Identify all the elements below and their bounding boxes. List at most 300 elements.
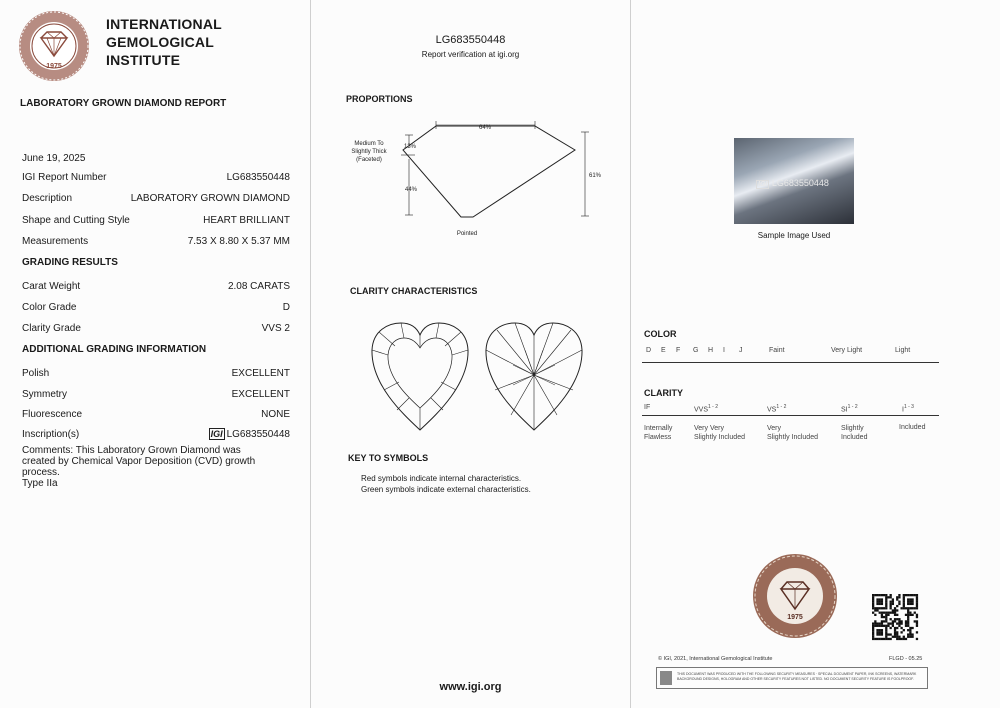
qr-module — [907, 607, 909, 609]
color-grade: E — [661, 347, 666, 354]
qr-module — [916, 607, 918, 609]
qr-module — [890, 603, 892, 605]
qr-module — [872, 633, 874, 635]
qr-module — [881, 607, 883, 609]
clarity-si-range: 1 - 2 — [847, 404, 858, 410]
qr-module — [881, 620, 883, 622]
detail-label: IGI Report Number — [22, 172, 107, 183]
qr-module — [890, 612, 892, 614]
qr-module — [914, 607, 916, 609]
color-grade: G — [693, 347, 699, 354]
qr-module — [881, 631, 883, 633]
additional-label: Polish — [22, 368, 50, 379]
qr-module — [894, 631, 896, 633]
qr-module — [916, 601, 918, 603]
proportions-diagram — [333, 115, 623, 245]
qr-module — [872, 601, 874, 603]
qr-module — [885, 612, 887, 614]
qr-module — [916, 620, 918, 622]
qr-module — [909, 631, 911, 633]
qr-module — [911, 594, 913, 596]
color-grade: H — [708, 347, 714, 354]
color-grade: J — [739, 347, 743, 354]
culet-label: Pointed — [456, 231, 478, 237]
clarity-scale-line — [642, 415, 939, 416]
clarity-vs-group — [767, 404, 786, 413]
qr-module — [896, 596, 898, 598]
qr-module — [879, 603, 881, 605]
qr-module — [894, 607, 896, 609]
qr-module — [894, 609, 896, 611]
qr-module — [896, 638, 898, 640]
igi-seal-logo — [18, 10, 90, 82]
qr-module — [887, 614, 889, 616]
qr-module — [909, 598, 911, 600]
additional-grading-header: ADDITIONAL GRADING INFORMATION — [22, 344, 207, 355]
igi-certification-seal — [752, 553, 838, 639]
clarity-si: SI — [841, 406, 848, 414]
qr-module — [872, 625, 874, 627]
sample-image — [734, 138, 854, 224]
qr-module — [890, 601, 892, 603]
qr-module — [898, 603, 900, 605]
qr-module — [894, 627, 896, 629]
qr-module — [898, 620, 900, 622]
pavilion-percent: 44% — [405, 187, 418, 193]
qr-module — [905, 614, 907, 616]
qr-module — [874, 614, 876, 616]
clarity-vvs-group — [694, 404, 718, 413]
comments-line: created by Chemical Vapor Deposition (CVD) growth — [22, 456, 256, 467]
comments-line: process. — [22, 467, 60, 478]
qr-module — [887, 633, 889, 635]
qr-module — [876, 603, 878, 605]
qr-module — [896, 614, 898, 616]
qr-module — [909, 633, 911, 635]
qr-module — [907, 612, 909, 614]
clarity-si-group — [841, 404, 858, 413]
qr-module — [914, 612, 916, 614]
key-red-symbols: Red symbols indicate internal characteristics. — [361, 474, 522, 483]
qr-module — [894, 620, 896, 622]
qr-module — [874, 607, 876, 609]
qr-module — [903, 596, 905, 598]
qr-module — [896, 618, 898, 620]
detail-value: LG683550448 — [226, 172, 290, 183]
qr-module — [872, 636, 874, 638]
qr-module — [885, 633, 887, 635]
qr-module — [879, 612, 881, 614]
qr-module — [894, 629, 896, 631]
qr-module — [907, 598, 909, 600]
clarity-characteristics-header: CLARITY CHARACTERISTICS — [350, 286, 478, 296]
additional-value: NONE — [261, 409, 290, 420]
verification-link[interactable]: Report verification at igi.org — [421, 50, 520, 59]
qr-module — [879, 601, 881, 603]
qr-module — [909, 607, 911, 609]
qr-module — [892, 612, 894, 614]
girdle-label-line2: Slightly Thick — [351, 149, 387, 155]
detail-row-report-number — [22, 172, 290, 183]
qr-module — [881, 629, 883, 631]
qr-module — [894, 636, 896, 638]
qr-module — [890, 633, 892, 635]
qr-module — [881, 612, 883, 614]
qr-module — [890, 596, 892, 598]
comments-block — [22, 445, 302, 489]
security-line: BACKGROUND DESIGNS, HOLOGRAM AND OTHER SECURITY FEATURES NOT LISTED. NO DOCUMENT SECURITY FEATURE IS FOOLPROOF. — [677, 677, 914, 681]
qr-module — [896, 605, 898, 607]
sample-image-inscription — [756, 178, 829, 188]
clarity-desc-line: Flawless — [644, 434, 672, 441]
qr-module — [883, 638, 885, 640]
qr-module — [890, 594, 892, 596]
qr-module — [911, 607, 913, 609]
qr-module — [881, 614, 883, 616]
qr-module — [905, 622, 907, 624]
qr-module — [883, 607, 885, 609]
qr-module — [881, 622, 883, 624]
qr-module — [874, 625, 876, 627]
clarity-i-desc: Included — [899, 424, 926, 431]
qr-module — [903, 607, 905, 609]
qr-module — [890, 638, 892, 640]
qr-module — [881, 601, 883, 603]
sample-igi-logo: IGI — [758, 181, 768, 188]
qr-module — [885, 607, 887, 609]
qr-module — [876, 601, 878, 603]
qr-module — [898, 594, 900, 596]
report-date: June 19, 2025 — [22, 153, 86, 164]
clarity-desc-line: Slightly Included — [694, 434, 745, 441]
document-security-icon — [660, 671, 672, 685]
additional-label: Fluorescence — [22, 409, 83, 420]
qr-module — [914, 594, 916, 596]
qr-module — [879, 625, 881, 627]
heart-crown-plot — [369, 320, 471, 432]
qr-module — [896, 633, 898, 635]
detail-label: Measurements — [22, 236, 89, 247]
detail-label: Description — [22, 193, 73, 204]
qr-module — [907, 609, 909, 611]
additional-value: EXCELLENT — [231, 368, 290, 379]
inscription-value: LG683550448 — [226, 429, 290, 440]
detail-value: 7.53 X 8.80 X 5.37 MM — [187, 236, 290, 247]
qr-module — [907, 618, 909, 620]
qr-module — [911, 614, 913, 616]
clarity-if: IF — [644, 404, 651, 411]
qr-module — [872, 598, 874, 600]
security-notice-text — [677, 672, 925, 682]
table-percent: 64% — [478, 125, 492, 131]
seal-year: 1975 — [787, 614, 803, 621]
qr-module — [896, 627, 898, 629]
report-number-header: LG683550448 — [435, 34, 506, 46]
qr-module — [894, 612, 896, 614]
color-light: Light — [895, 347, 911, 354]
qr-module — [881, 594, 883, 596]
qr-module — [876, 625, 878, 627]
qr-module — [885, 601, 887, 603]
qr-module — [911, 633, 913, 635]
qr-module — [909, 601, 911, 603]
qr-module — [916, 638, 918, 640]
qr-module — [916, 603, 918, 605]
qr-module — [876, 633, 878, 635]
grading-value: D — [282, 302, 290, 313]
qr-module — [885, 598, 887, 600]
color-grade: I — [723, 347, 725, 354]
website-link[interactable]: www.igi.org — [439, 681, 502, 693]
grading-results-header: GRADING RESULTS — [22, 257, 118, 268]
qr-module — [916, 616, 918, 618]
color-grade: F — [676, 347, 681, 354]
qr-module — [872, 627, 874, 629]
qr-module — [883, 612, 885, 614]
qr-module — [892, 609, 894, 611]
detail-value: LABORATORY GROWN DIAMOND — [130, 193, 290, 204]
qr-module — [916, 622, 918, 624]
qr-module — [872, 612, 874, 614]
clarity-desc-line: Very Very — [694, 425, 724, 432]
org-name-line2: GEMOLOGICAL — [106, 34, 214, 50]
qr-module — [890, 605, 892, 607]
qr-module — [876, 594, 878, 596]
qr-module — [903, 638, 905, 640]
qr-module — [896, 609, 898, 611]
clarity-scale-header: CLARITY — [644, 388, 683, 398]
qr-module — [907, 629, 909, 631]
qr-module — [898, 596, 900, 598]
qr-module — [885, 594, 887, 596]
qr-module — [885, 616, 887, 618]
qr-module — [909, 636, 911, 638]
grading-row-carat — [22, 281, 290, 292]
additional-row-fluorescence — [22, 409, 290, 420]
clarity-desc-line: Internally — [644, 425, 673, 432]
igi-inscription-logo: IGI — [210, 429, 223, 439]
grading-scale-panel — [631, 0, 1000, 708]
proportions-header: PROPORTIONS — [346, 94, 413, 104]
grading-row-clarity — [22, 323, 290, 334]
security-line: THIS DOCUMENT WAS PRODUCED WITH THE FOLLOWING SECURITY MEASURES · SPECIAL DOCUMENT PAPER, INK SCREENS, WATERMARK — [677, 672, 917, 676]
grading-label: Carat Weight — [22, 281, 81, 292]
qr-module — [885, 614, 887, 616]
qr-module — [892, 636, 894, 638]
qr-module — [898, 601, 900, 603]
qr-module — [909, 603, 911, 605]
qr-module — [881, 625, 883, 627]
qr-module — [903, 594, 905, 596]
qr-module — [872, 605, 874, 607]
qr-module — [916, 598, 918, 600]
additional-label: Symmetry — [22, 389, 67, 400]
qr-module — [876, 609, 878, 611]
comments-line: Type IIa — [22, 478, 58, 489]
org-name-line3: INSTITUTE — [106, 52, 181, 68]
sample-number: LG683550448 — [771, 178, 829, 188]
qr-module — [876, 629, 878, 631]
report-title: LABORATORY GROWN DIAMOND REPORT — [20, 98, 227, 109]
qr-module — [879, 631, 881, 633]
additional-row-polish — [22, 368, 290, 379]
sample-image-caption: Sample Image Used — [757, 231, 831, 240]
grading-label: Color Grade — [22, 302, 77, 313]
qr-module — [911, 598, 913, 600]
additional-value: EXCELLENT — [231, 389, 290, 400]
color-scale-line — [642, 362, 939, 363]
security-notice-box — [656, 667, 928, 689]
clarity-vs-desc — [767, 424, 818, 442]
qr-module — [898, 622, 900, 624]
qr-module — [900, 620, 902, 622]
detail-value: HEART BRILLIANT — [203, 215, 290, 226]
qr-module — [903, 629, 905, 631]
qr-module — [872, 596, 874, 598]
qr-module — [885, 625, 887, 627]
qr-module — [876, 631, 878, 633]
clarity-desc-line: Slightly Included — [767, 434, 818, 441]
clarity-vvs-desc — [694, 424, 745, 442]
qr-module — [905, 638, 907, 640]
color-faint: Faint — [769, 347, 785, 354]
qr-module — [916, 614, 918, 616]
qr-module — [892, 598, 894, 600]
qr-module — [907, 625, 909, 627]
qr-module — [907, 601, 909, 603]
qr-module — [876, 622, 878, 624]
qr-module — [881, 603, 883, 605]
qr-module — [874, 622, 876, 624]
qr-module — [896, 622, 898, 624]
qr-module — [900, 638, 902, 640]
qr-module — [885, 618, 887, 620]
heart-pavilion-plot — [483, 320, 585, 432]
report-details-panel — [0, 0, 310, 708]
clarity-i-range: 1 - 3 — [903, 404, 914, 410]
qr-module — [903, 603, 905, 605]
clarity-si-desc — [841, 424, 867, 442]
qr-module — [887, 625, 889, 627]
qr-module — [898, 618, 900, 620]
qr-module — [916, 605, 918, 607]
qr-module — [892, 603, 894, 605]
qr-module — [892, 625, 894, 627]
qr-module — [879, 594, 881, 596]
qr-module — [905, 594, 907, 596]
qr-module — [900, 607, 902, 609]
qr-module — [881, 638, 883, 640]
qr-module — [885, 605, 887, 607]
qr-module — [887, 622, 889, 624]
qr-module — [903, 636, 905, 638]
qr-module — [909, 627, 911, 629]
qr-module — [916, 594, 918, 596]
qr-module — [879, 638, 881, 640]
qr-module — [907, 616, 909, 618]
qr-module — [890, 622, 892, 624]
qr-module — [903, 598, 905, 600]
qr-module — [900, 631, 902, 633]
qr-module — [909, 594, 911, 596]
qr-module — [885, 620, 887, 622]
clarity-i: I — [902, 406, 904, 414]
qr-module — [907, 620, 909, 622]
qr-module — [887, 596, 889, 598]
qr-module — [883, 620, 885, 622]
qr-module — [879, 633, 881, 635]
color-scale-header: COLOR — [644, 329, 677, 339]
qr-code[interactable] — [872, 594, 918, 640]
qr-module — [881, 616, 883, 618]
detail-label: Shape and Cutting Style — [22, 215, 130, 226]
qr-module — [907, 622, 909, 624]
qr-module — [885, 636, 887, 638]
qr-module — [907, 636, 909, 638]
qr-module — [905, 607, 907, 609]
qr-module — [916, 625, 918, 627]
org-name-line1: INTERNATIONAL — [106, 16, 222, 32]
qr-module — [879, 607, 881, 609]
qr-module — [907, 633, 909, 635]
qr-module — [898, 636, 900, 638]
qr-module — [894, 618, 896, 620]
qr-module — [872, 629, 874, 631]
copyright-notice: © IGI, 2021, International Gemological Institute — [658, 656, 773, 662]
qr-module — [872, 607, 874, 609]
qr-module — [911, 601, 913, 603]
qr-module — [881, 633, 883, 635]
girdle-label-line3: (Faceted) — [356, 157, 382, 163]
clarity-vs-range: 1 - 2 — [776, 404, 787, 410]
qr-module — [896, 598, 898, 600]
qr-module — [890, 627, 892, 629]
qr-module — [894, 633, 896, 635]
grading-label: Clarity Grade — [22, 323, 81, 334]
qr-module — [872, 622, 874, 624]
grading-value: 2.08 CARATS — [227, 281, 290, 292]
qr-module — [885, 629, 887, 631]
qr-module — [911, 636, 913, 638]
clarity-vvs: VVS — [694, 406, 709, 414]
qr-module — [909, 614, 911, 616]
color-very-light: Very Light — [831, 347, 863, 354]
qr-module — [914, 620, 916, 622]
qr-module — [890, 618, 892, 620]
qr-module — [874, 594, 876, 596]
qr-module — [905, 620, 907, 622]
qr-module — [876, 638, 878, 640]
crown-percent: 13% — [404, 144, 417, 150]
qr-module — [900, 622, 902, 624]
qr-module — [887, 638, 889, 640]
key-green-symbols: Green symbols indicate external characteristics. — [361, 485, 531, 494]
qr-module — [874, 620, 876, 622]
qr-module — [907, 614, 909, 616]
qr-module — [874, 609, 876, 611]
qr-module — [903, 605, 905, 607]
qr-module — [907, 603, 909, 605]
qr-module — [879, 598, 881, 600]
qr-module — [872, 594, 874, 596]
qr-module — [876, 598, 878, 600]
grading-row-color — [22, 302, 290, 313]
qr-module — [883, 616, 885, 618]
detail-row-shape — [22, 215, 290, 226]
clarity-desc-line: Included — [841, 434, 868, 441]
qr-module — [905, 625, 907, 627]
qr-module — [916, 631, 918, 633]
